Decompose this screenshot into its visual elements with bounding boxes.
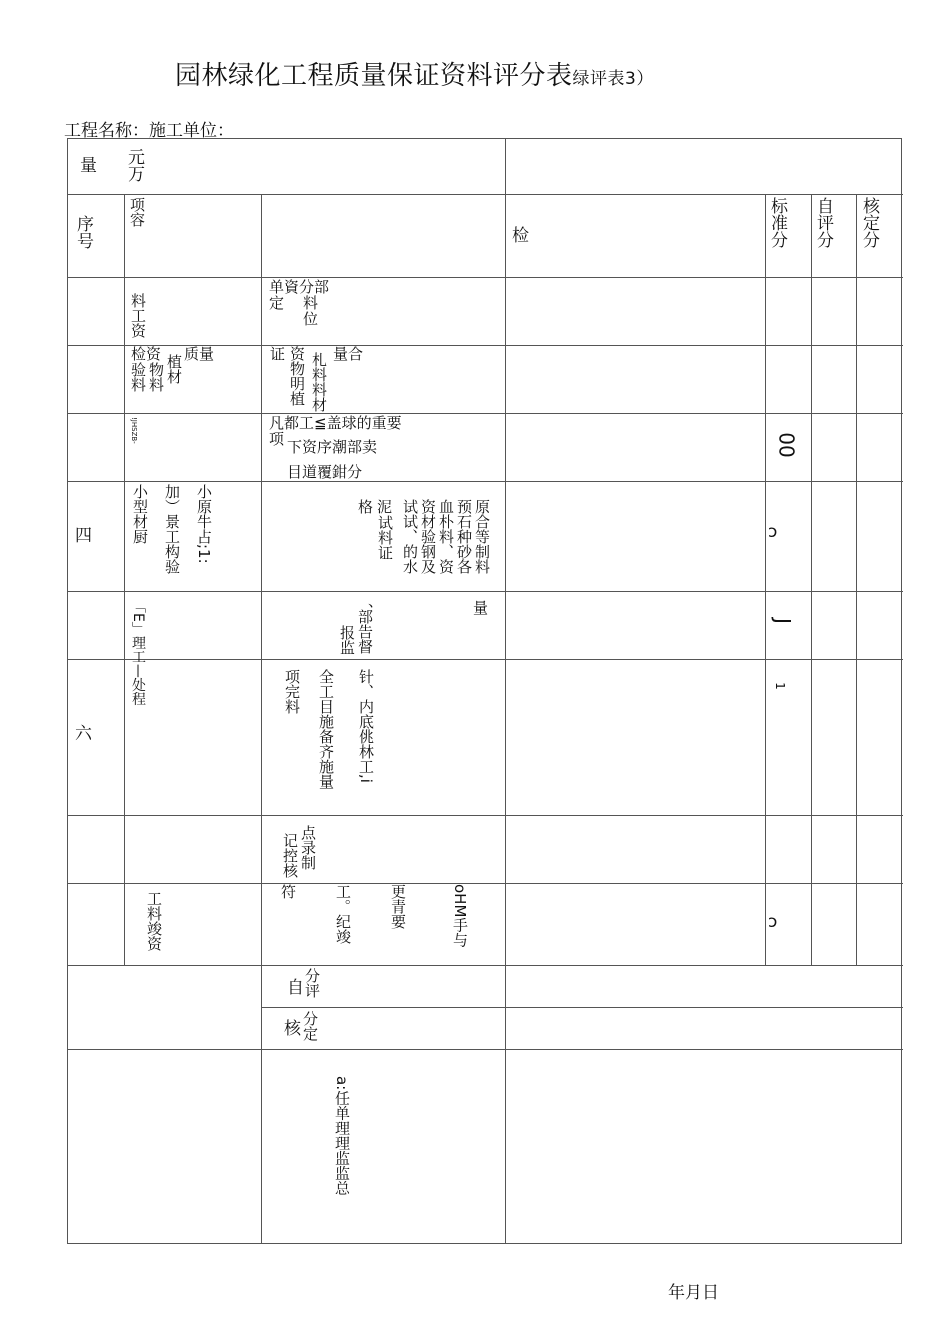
row2-content-a: 证 <box>270 345 286 363</box>
row2-item-b: 物料 <box>147 362 165 392</box>
row7-content-a: 记控核 <box>281 833 299 878</box>
col-line <box>856 194 857 965</box>
score-table <box>67 138 902 1244</box>
row-line <box>68 194 903 195</box>
col-line <box>124 194 125 965</box>
row5-item: 「E」理工—处程 <box>130 599 146 706</box>
verify-label-right: 分定 <box>301 1011 319 1041</box>
row1-content-d: 位 <box>303 310 319 328</box>
row5-content-a: 、 <box>368 592 384 610</box>
row4-content-col: 试试、的水 <box>401 499 419 574</box>
row-line <box>68 815 903 816</box>
row3-std-score: 00 <box>774 432 799 458</box>
row3-content-b: 项 <box>269 430 285 448</box>
row8-item: 工料竣资 <box>145 891 163 951</box>
row2-content-d: 量合 <box>333 345 364 363</box>
row8-content-c: 更青要 <box>389 884 407 929</box>
self-score-header: 自评分 <box>813 197 833 248</box>
row2-content-b: 资物明植 <box>288 346 306 406</box>
row4-content-col: 试料证 <box>376 515 394 560</box>
check-header: 检 <box>512 226 529 246</box>
seq-header: 序号 <box>73 215 93 249</box>
row4-item-b: 加）景工构验 <box>163 484 181 574</box>
row6-seq: 六 <box>75 724 92 744</box>
row4-item-a: 小型材厨 <box>131 484 149 544</box>
row1-content-a: 单資分部 <box>269 278 330 296</box>
project-info-line: 工程名称：施工单位： <box>64 121 234 141</box>
qty-label: 量 <box>80 156 97 176</box>
row6-content-col: 全工目施备齐施量 <box>317 669 335 789</box>
row-line <box>68 1049 903 1050</box>
row2-item-c: 验料 <box>129 362 147 392</box>
row2-content-c: 札料料材 <box>310 352 328 412</box>
title-suffix: 绿评表3） <box>572 69 654 89</box>
row-line <box>68 413 903 414</box>
row4-seq: 四 <box>75 526 92 546</box>
row8-content-b: 工。纪竣 <box>334 884 352 944</box>
unit-label: 元万 <box>124 148 144 182</box>
row6-content-col: 针、内底佻林工,i <box>357 669 375 783</box>
row-line <box>68 591 903 592</box>
row3-item: !JHSZB- <box>130 417 138 444</box>
row-line <box>261 1007 903 1008</box>
row6-std-score: 1 <box>772 682 787 690</box>
row2-item-d: 植材 <box>165 354 183 384</box>
row6-content-col: 项完料 <box>283 669 301 714</box>
row-line <box>68 659 903 660</box>
row5-content-c: 报监 <box>338 625 356 655</box>
row4-content-col: 资材验钢及 <box>419 499 437 574</box>
row2-item-a: 检资 <box>131 345 162 363</box>
row3-content-a: 凡都工≦盖球的重要 <box>269 414 402 432</box>
verify-label-left: 核 <box>284 1019 301 1039</box>
row3-content-d: 目道覆鉗分 <box>287 463 363 481</box>
row8-content-d: oHM手与 <box>451 884 469 948</box>
row4-std-score: ɔ <box>768 522 778 542</box>
row-line <box>68 277 903 278</box>
self-eval-label-right: 分评 <box>303 968 321 998</box>
row4-content-col: 原合等制料 <box>473 499 491 574</box>
row4-content-col: 格 <box>356 499 374 514</box>
row7-content-b: 点录制 <box>299 825 317 870</box>
title-main: 园林绿化工程质量保证资料评分表 <box>175 61 573 91</box>
row-line <box>68 481 903 482</box>
row4-content-col: 泥 <box>375 499 393 514</box>
col-line <box>765 194 766 965</box>
row5-content-d: 量 <box>473 599 489 617</box>
row4-content-col: 血朴料、资 <box>437 499 455 574</box>
row-line <box>68 965 903 966</box>
row-line <box>68 883 903 884</box>
col-line <box>261 194 262 1244</box>
std-score-header: 标准分 <box>767 197 787 248</box>
row5-std-score: J <box>770 618 795 624</box>
date-line: 年月日 <box>668 1283 719 1303</box>
self-eval-label-left: 自 <box>287 978 304 998</box>
document-title <box>175 55 654 92</box>
row5-content-b: 部告督 <box>356 609 374 654</box>
row1-content-c: 料 <box>303 294 319 312</box>
col-line <box>811 194 812 965</box>
item-content-header: 项容 <box>128 197 146 227</box>
row2-item-e: 质量 <box>184 345 215 363</box>
supervisor-signature-label: a:任单理理监监总 <box>333 1076 351 1196</box>
row1-content-b: 定 <box>269 294 285 312</box>
row8-content-a: 符 <box>281 883 297 901</box>
col-line <box>505 139 506 1244</box>
row3-content-c: 下资序潮部卖 <box>287 438 378 456</box>
row4-content-col: 预石种砂各 <box>455 499 473 574</box>
row1-item: 料工资 <box>129 293 147 338</box>
row8-std-score: ɔ <box>768 912 778 932</box>
row4-item-c: 小原牛占;1: <box>195 484 213 564</box>
verify-score-header: 核定分 <box>859 197 879 248</box>
